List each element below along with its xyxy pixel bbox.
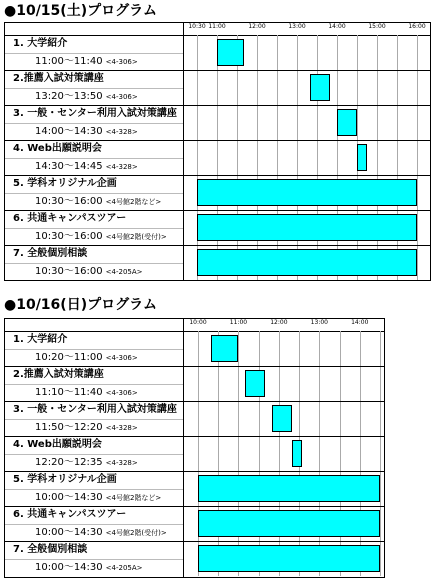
hour-label: 10:30 [188,23,206,30]
grid-line [259,331,260,576]
day-title: ●10/15(土)プログラム [4,3,157,19]
program-time [35,56,138,68]
row-divider [5,245,430,246]
room-label: <4-328> [105,162,138,171]
row-half-divider [5,349,183,350]
grid-line [380,331,381,576]
time-range: 10:00～14:30 [35,491,103,503]
program-name: 2.推薦入試対策講座 [13,369,104,380]
row-divider [5,175,430,176]
program-name: 4. Web出願説明会 [13,439,102,450]
hour-label: 16:00 [408,23,426,30]
grid-line [197,35,198,280]
program-name: 7. 全般個別相談 [13,248,88,259]
hour-label: 11:00 [229,319,248,326]
schedule-bar [357,144,367,171]
time-range: 10:30～16:00 [35,265,103,277]
room-label: <4-306> [105,353,138,362]
grid-line [360,331,361,576]
row-divider [5,70,430,71]
hour-label: 11:00 [208,23,226,30]
row-half-divider [5,193,183,194]
program-name: 2.推薦入試対策講座 [13,73,104,84]
time-range: 11:00～11:40 [35,55,103,67]
schedule-table-day2 [4,318,385,578]
time-range: 13:20～13:50 [35,90,103,102]
row-half-divider [5,489,183,490]
time-range: 10:00～14:30 [35,526,103,538]
row-half-divider [5,419,183,420]
program-name: 4. Web出願説明会 [13,143,102,154]
program-time [35,492,161,504]
grid-line [337,35,338,280]
row-half-divider [5,384,183,385]
grid-line [257,35,258,280]
row-half-divider [5,524,183,525]
row-half-divider [5,263,183,264]
schedule-bar [197,214,417,241]
row-half-divider [5,228,183,229]
schedule-bar [272,405,292,432]
program-name: 5. 学科オリジナル企画 [13,178,117,189]
row-divider [5,105,430,106]
grid-line [340,331,341,576]
hour-label: 13:00 [288,23,306,30]
schedule-bar [245,370,265,397]
schedule-bar [198,475,380,502]
grid-line [397,35,398,280]
room-label: <4-205A> [105,563,143,572]
program-time [35,562,143,574]
row-divider [5,471,384,472]
time-range: 11:10～11:40 [35,386,103,398]
schedule-bar [337,109,357,136]
program-time [35,126,138,138]
hour-label: 15:00 [368,23,386,30]
schedule-bar [211,335,238,362]
hour-label: 12:00 [248,23,266,30]
row-divider [5,210,430,211]
grid-line [297,35,298,280]
grid-line [319,331,320,576]
program-name: 7. 全般個別相談 [13,544,88,555]
day-title: ●10/16(日)プログラム [4,297,157,313]
hour-label: 13:00 [310,319,328,326]
schedule-bar [198,510,380,537]
schedule-bar [310,74,330,101]
program-name: 1. 大学紹介 [13,38,68,49]
time-range: 12:20～12:35 [35,456,103,468]
hour-label: 12:00 [270,319,288,326]
time-range: 10:30～16:00 [35,230,103,242]
time-range: 11:50～12:20 [35,421,103,433]
grid-line [377,35,378,280]
program-name: 6. 共通キャンパスツアー [13,509,127,520]
row-divider [5,541,384,542]
room-label: <4-328> [105,458,138,467]
grid-line [218,331,219,576]
schedule-bar [198,545,380,572]
time-range: 10:20～11:00 [35,351,103,363]
room-label: <4号館2階など> [105,197,162,206]
program-time [35,527,167,539]
room-label: <4-328> [105,423,138,432]
time-range: 14:00～14:30 [35,125,103,137]
schedule-table-day1 [4,22,431,281]
hour-label: 14:00 [351,319,369,326]
room-label: <4-306> [105,388,138,397]
room-label: <4-205A> [105,267,143,276]
program-time [35,196,161,208]
row-half-divider [5,158,183,159]
program-time [35,352,138,364]
row-half-divider [5,559,183,560]
schedule-bar [197,249,417,276]
program-name: 1. 大学紹介 [13,334,68,345]
row-half-divider [5,53,183,54]
schedule-bar [197,179,417,206]
room-label: <4-306> [105,57,138,66]
program-time [35,231,167,243]
program-time [35,387,138,399]
program-time [35,422,138,434]
grid-line [237,35,238,280]
grid-line [277,35,278,280]
schedule-bar [292,440,302,467]
program-time [35,266,143,278]
room-label: <4号館2階(受付)> [105,528,167,537]
row-divider [5,436,384,437]
program-name: 5. 学科オリジナル企画 [13,474,117,485]
row-divider [5,401,384,402]
program-time [35,161,138,173]
room-label: <4-328> [105,127,138,136]
row-divider [5,366,384,367]
grid-line [238,331,239,576]
program-time [35,91,138,103]
time-range: 10:30～16:00 [35,195,103,207]
row-divider [5,140,430,141]
row-half-divider [5,454,183,455]
time-range: 10:00～14:30 [35,561,103,573]
room-label: <4号館2階など> [105,493,162,502]
program-name: 3. 一般・センター利用入試対策講座 [13,404,177,415]
program-time [35,457,138,469]
time-range: 14:30～14:45 [35,160,103,172]
room-label: <4号館2階(受付)> [105,232,167,241]
row-divider [5,506,384,507]
row-half-divider [5,88,183,89]
grid-line [198,331,199,576]
grid-line [317,35,318,280]
grid-line [217,35,218,280]
schedule-bar [217,39,244,66]
program-name: 3. 一般・センター利用入試対策講座 [13,108,177,119]
grid-line [417,35,418,280]
row-half-divider [5,123,183,124]
grid-line [279,331,280,576]
room-label: <4-306> [105,92,138,101]
hour-label: 14:00 [328,23,346,30]
program-name: 6. 共通キャンパスツアー [13,213,127,224]
hour-label: 10:00 [189,319,207,326]
